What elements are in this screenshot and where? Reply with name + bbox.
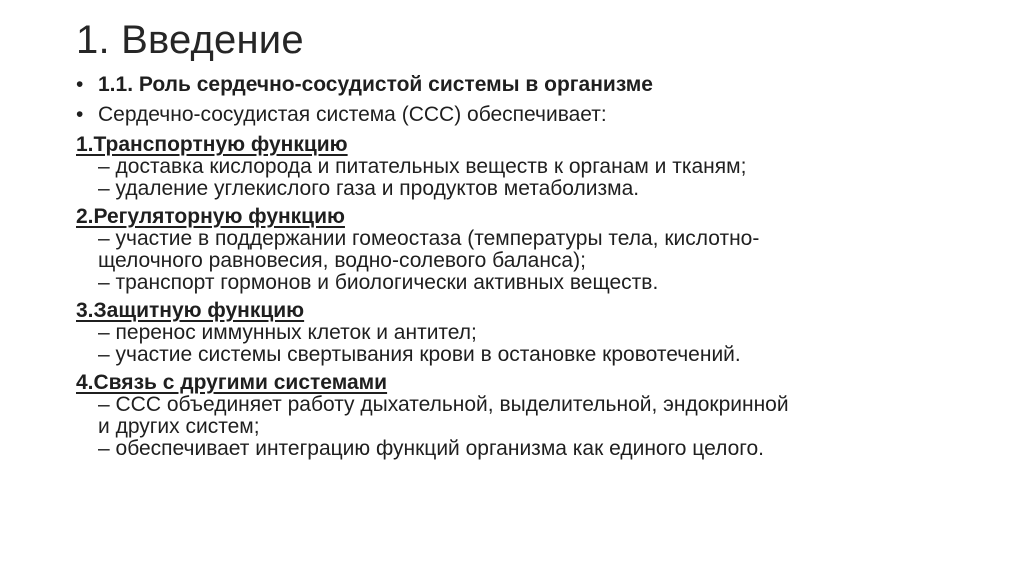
bullet-dot: • [76, 103, 84, 126]
section-line: – участие системы свертывания крови в остановке кровотечений. [98, 343, 741, 366]
section-heading: 3.Защитную функцию [76, 299, 305, 322]
slide-content [76, 74, 976, 466]
bullet-item [76, 104, 976, 126]
section-connection [76, 372, 976, 460]
section-heading: 4.Связь с другими системами [76, 371, 388, 394]
section-regulatory [76, 206, 976, 294]
bullet-text: Сердечно-сосудистая система (ССС) обеспечивает: [98, 103, 607, 126]
bullet-dot: • [76, 73, 84, 96]
section-line: – доставка кислорода и питательных веществ к органам и тканям; [98, 155, 747, 178]
bullet-text: 1.1. Роль сердечно-сосудистой системы в организме [98, 73, 653, 96]
section-line: – обеспечивает интеграцию функций организма как единого целого. [98, 437, 764, 460]
section-line: и других систем; [98, 415, 260, 438]
section-line: – удаление углекислого газа и продуктов метаболизма. [98, 177, 640, 200]
section-heading: 2.Регуляторную функцию [76, 205, 345, 228]
section-heading: 1.Транспортную функцию [76, 133, 348, 156]
section-transport [76, 134, 976, 200]
section-line: – перенос иммунных клеток и антител; [98, 321, 477, 344]
section-line: – транспорт гормонов и биологически активных веществ. [98, 271, 659, 294]
section-line: – ССС объединяет работу дыхательной, выделительной, эндокринной [98, 393, 789, 416]
slide-title: 1. Введение [76, 18, 304, 62]
bullet-item [76, 74, 976, 96]
section-line: щелочного равновесия, водно-солевого баланса); [98, 249, 586, 272]
section-protective [76, 300, 976, 366]
section-line: – участие в поддержании гомеостаза (температуры тела, кислотно- [98, 227, 760, 250]
